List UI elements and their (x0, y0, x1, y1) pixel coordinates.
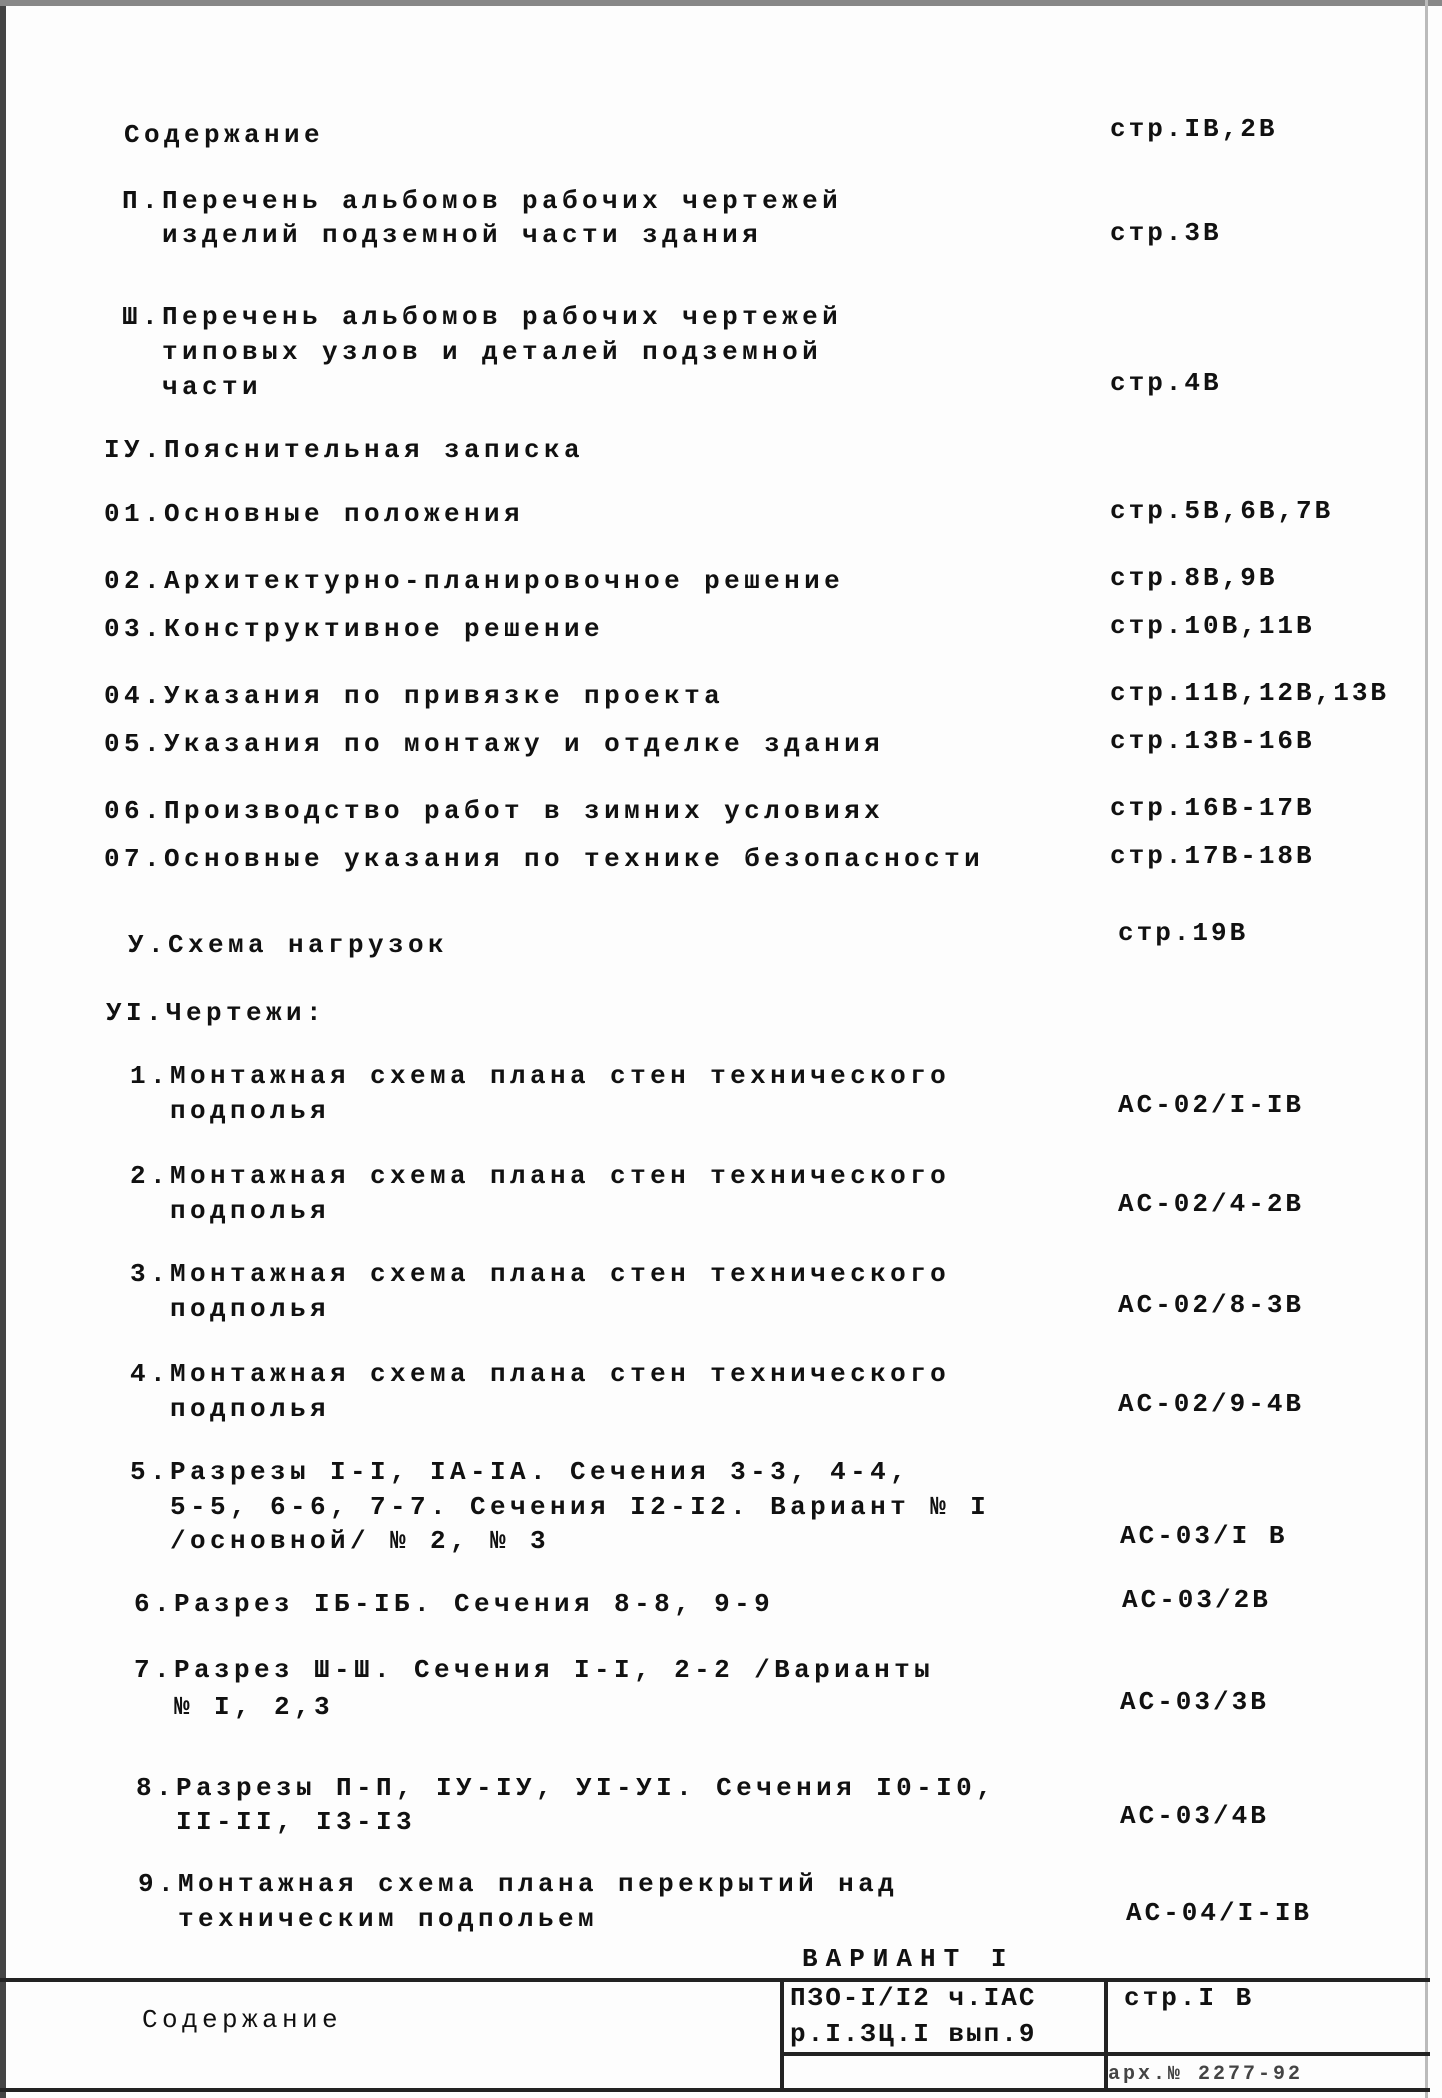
drawing-line: 4.Монтажная схема плана стен технического (130, 1359, 951, 1389)
toc-line: 02.Архитектурно-планировочное решение (104, 566, 845, 596)
drawing-line: 3.Монтажная схема плана стен технического (130, 1259, 951, 1289)
drawing-line: подполья (130, 1394, 331, 1424)
toc-line: П.Перечень альбомов рабочих чертежей (122, 186, 843, 216)
drawing-code: АС-03/3В (1120, 1687, 1269, 1717)
drawing-line: 5.Разрезы I-I, IA-IA. Сечения 3-3, 4-4, (130, 1457, 911, 1487)
stamp-title: Содержание (142, 2005, 343, 2035)
drawing-code: АС-03/I В (1120, 1521, 1288, 1551)
scan-edge-left (0, 0, 6, 2098)
toc-line: 05.Указания по монтажу и отделке здания (104, 729, 885, 759)
toc-page: стр.4В (1110, 368, 1222, 398)
stamp-archive: арх.№ 2277-92 (1108, 2063, 1304, 2086)
drawing-code: АС-02/4-2В (1118, 1189, 1305, 1219)
toc-line: Ш.Перечень альбомов рабочих чертежей (122, 302, 843, 332)
stamp-divider (780, 1978, 784, 2090)
stamp-top-border (0, 1978, 1430, 1982)
drawing-line: 6.Разрез IБ-IБ. Сечения 8-8, 9-9 (134, 1589, 775, 1619)
toc-page: стр.13В-16В (1110, 726, 1315, 756)
toc-line: IУ.Пояснительная записка (104, 435, 585, 465)
toc-title: Содержание (124, 120, 325, 150)
toc-line: изделий подземной части здания (122, 220, 763, 250)
toc-page: стр.11В,12В,13В (1110, 678, 1390, 708)
toc-line: 06.Производство работ в зимних условиях (104, 796, 885, 826)
variant-label: ВАРИАНТ I (802, 1944, 1015, 1974)
toc-line: У.Схема нагрузок (128, 930, 449, 960)
drawing-code: АС-03/4В (1120, 1801, 1269, 1831)
drawing-line: 8.Разрезы П-П, IУ-IУ, УI-УI. Сечения I0-I0, (136, 1773, 997, 1803)
toc-line: типовых узлов и деталей подземной (122, 337, 823, 367)
drawing-line: подполья (130, 1294, 331, 1324)
drawing-line: техническим подпольем (138, 1904, 599, 1934)
drawing-code: АС-02/9-4В (1118, 1389, 1305, 1419)
toc-page: стр.10В,11В (1110, 611, 1315, 641)
toc-line: УI.Чертежи: (106, 998, 327, 1028)
toc-page: стр.16В-17В (1110, 793, 1315, 823)
drawing-line: № I, 2,3 (134, 1692, 335, 1722)
stamp-page: стр.I В (1124, 1983, 1255, 2013)
drawing-line: 9.Монтажная схема плана перекрытий над (138, 1869, 899, 1899)
drawing-line: /основной/ № 2, № 3 (130, 1526, 551, 1556)
scan-edge-right (1425, 0, 1428, 2098)
toc-title-page: стр.IВ,2В (1110, 114, 1278, 144)
toc-page: стр.8В,9В (1110, 563, 1278, 593)
stamp-code-line1: ПЗО-I/I2 ч.IАС (790, 1983, 1037, 2013)
drawing-code: АС-02/I-IВ (1118, 1090, 1305, 1120)
toc-page: стр.5В,6В,7В (1110, 496, 1334, 526)
toc-line: 07.Основные указания по технике безопасности (104, 844, 985, 874)
toc-line: 01.Основные положения (104, 499, 525, 529)
toc-line: части (122, 372, 263, 402)
stamp-code-line2: р.I.ЗЦ.I вып.9 (790, 2019, 1037, 2049)
toc-page: стр.3В (1110, 218, 1222, 248)
drawing-line: II-II, I3-I3 (136, 1807, 417, 1837)
drawing-line: 5-5, 6-6, 7-7. Сечения I2-I2. Вариант № I (130, 1492, 991, 1522)
toc-page: стр.19В (1118, 918, 1249, 948)
toc-page: стр.17В-18В (1110, 841, 1315, 871)
drawing-line: 2.Монтажная схема плана стен технического (130, 1161, 951, 1191)
drawing-line: подполья (130, 1096, 331, 1126)
drawing-line: 1.Монтажная схема плана стен технического (130, 1061, 951, 1091)
drawing-code: АС-03/2В (1122, 1585, 1271, 1615)
scan-edge-top (0, 0, 1442, 6)
toc-line: 03.Конструктивное решение (104, 614, 605, 644)
drawing-code: АС-04/I-IВ (1126, 1898, 1313, 1928)
drawing-line: подполья (130, 1196, 331, 1226)
toc-line: 04.Указания по привязке проекта (104, 681, 725, 711)
drawing-code: АС-02/8-3В (1118, 1290, 1305, 1320)
drawing-line: 7.Разрез Ш-Ш. Сечения I-I, 2-2 /Варианты (134, 1655, 935, 1685)
